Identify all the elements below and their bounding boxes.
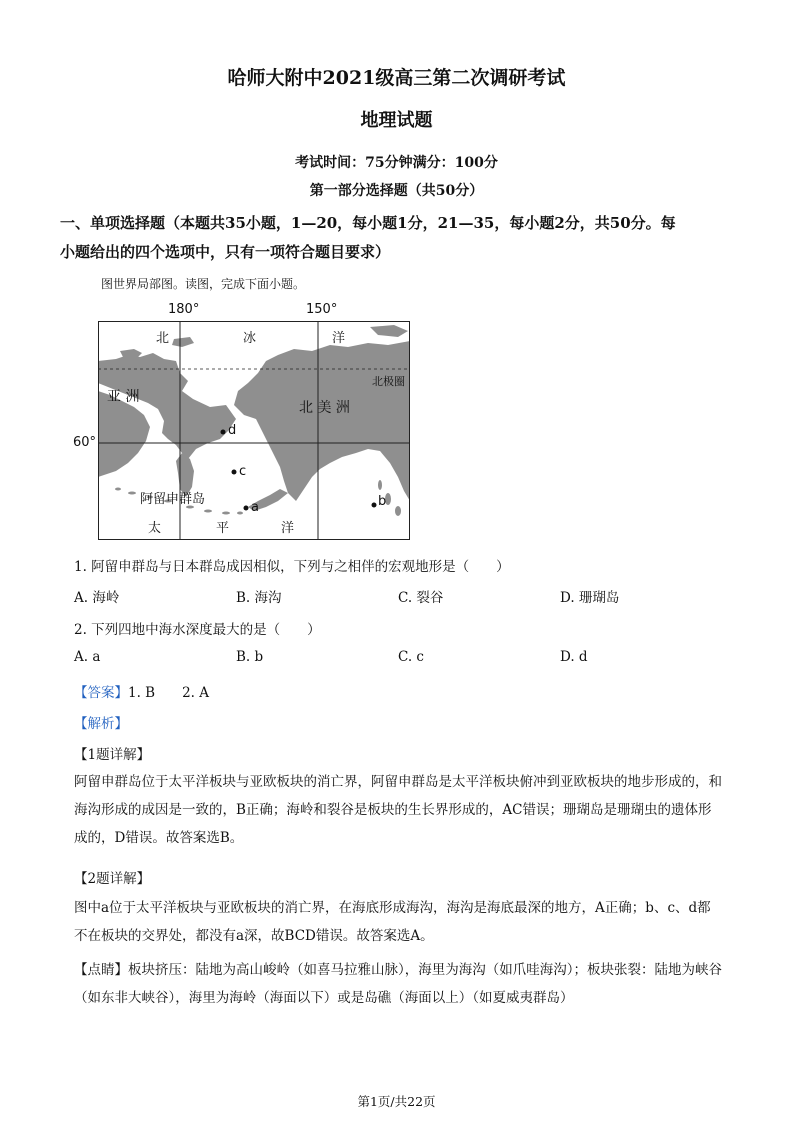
point-d-marker: [221, 430, 226, 435]
aleutian-islands-label: 阿留申群岛: [140, 492, 206, 507]
asia-label: 亚 洲: [107, 389, 140, 405]
tip-paragraph: [74, 956, 724, 1012]
page-title: 哈师大附中2021级高三第二次调研考试: [227, 67, 566, 89]
q1-analysis-text: 阿留申群岛位于太平洋板块与亚欧板块的消亡界，阿留申群岛是太平洋板块俯冲到亚欧板块的地步形成的，和海沟形成的成因是一致的，B正确；海岭和裂谷是板块的生长界形成的，AC错误；珊瑚岛是珊瑚虫的遗体形成的，D错误。故答案选B。: [74, 774, 722, 846]
question-2-stem: 2. 下列四地中海水深度最大的是（ ）: [74, 622, 321, 638]
point-c-label: c: [239, 464, 247, 479]
answer-line: [74, 681, 209, 701]
q2-analysis-text: 图中a位于太平洋板块与亚欧板块的消亡界，在海底形成海沟，海沟是海底最深的地方，A正确；b、c、d都不在板块的交界处，都没有a深，故BCD错误。故答案选A。: [74, 900, 711, 944]
analysis-label: 【解析】: [74, 716, 128, 732]
point-a-label: a: [251, 500, 259, 515]
point-b-marker: [372, 503, 377, 508]
lon-180-label: 180°: [168, 302, 200, 317]
q1-analysis-label: 【1题详解】: [74, 747, 151, 763]
section-heading-line1: 一、单项选择题（本题共35小题，1—20，每小题1分，21—35，每小题2分，共50分。每: [60, 214, 676, 232]
point-d-label: d: [228, 423, 237, 438]
q2-option-b: B. b: [236, 649, 264, 665]
q1-option-d: D. 珊瑚岛: [560, 590, 620, 606]
part-title: 第一部分选择题（共50分）: [309, 183, 484, 199]
point-a-marker: [244, 506, 249, 511]
map-intro: 图世界局部图。读图，完成下面小题。: [101, 277, 306, 291]
answer-value: 1. B 2. A: [128, 685, 210, 701]
q2-option-a: A. a: [74, 649, 101, 665]
arctic-circle-label: 北极圈: [372, 375, 405, 388]
point-b-label: b: [378, 494, 387, 509]
q1-option-a: A. 海岭: [74, 590, 120, 606]
tip-label: 【点睛】: [74, 962, 128, 978]
subject-title: 地理试题: [360, 110, 433, 131]
ocean-south-3: 洋: [281, 521, 295, 536]
ocean-north-2: 冰: [243, 331, 257, 346]
lat-60-label: 60°: [73, 435, 97, 450]
tip-text: 板块挤压：陆地为高山峻岭（如喜马拉雅山脉），海里为海沟（如爪哇海沟）；板块张裂：陆地为峡谷（如东非大峡谷），海里为海岭（海面以下）或是岛礁（海面以上）（如夏威夷群岛）: [74, 962, 722, 1006]
q2-option-d: D. d: [560, 649, 588, 665]
ocean-north-3: 洋: [332, 331, 346, 346]
q2-option-c: C. c: [398, 649, 424, 665]
ocean-south-1: 太: [148, 521, 162, 536]
q1-option-b: B. 海沟: [236, 590, 282, 606]
point-c-marker: [232, 470, 237, 475]
lon-150-label: 150°: [306, 302, 338, 317]
page-number: 第1页/共22页: [357, 1094, 436, 1109]
ocean-south-2: 平: [216, 521, 230, 536]
section-heading-line2: 小题给出的四个选项中，只有一项符合题目要求）: [60, 243, 391, 261]
q1-option-c: C. 裂谷: [398, 590, 444, 606]
ocean-north-1: 北: [156, 331, 170, 346]
answer-label: 【答案】: [74, 685, 128, 701]
north-america-label: 北 美 洲: [299, 400, 350, 416]
q2-analysis-label: 【2题详解】: [74, 871, 151, 887]
question-1-stem: 1. 阿留申群岛与日本群岛成因相似，下列与之相伴的宏观地形是（ ）: [74, 559, 510, 575]
exam-info: 考试时间：75分钟满分：100分: [295, 155, 498, 171]
